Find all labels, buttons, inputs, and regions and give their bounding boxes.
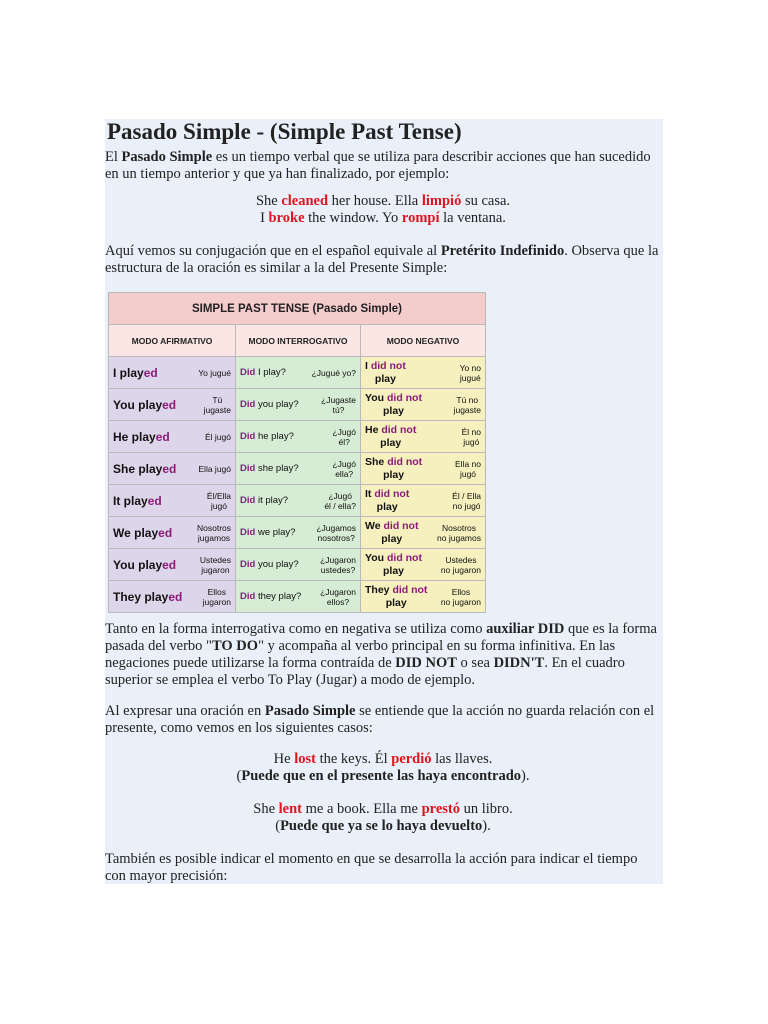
highlight-verb: rompí (401, 210, 440, 226)
example-broke: I broke the window. Yo rompí la ventana. (260, 210, 506, 226)
table-row (109, 357, 486, 389)
interrogative-english: Did he play? (240, 431, 294, 442)
affirmative-spanish: Tú jugaste (203, 394, 231, 415)
interrogative-cell (236, 453, 361, 485)
affirmative-cell (109, 389, 236, 421)
negative-spanish: Ustedes no jugaron (440, 554, 481, 575)
negative-spanish: Él no jugó (461, 426, 481, 447)
negative-spanish: Él / Ella no jugó (452, 490, 481, 511)
term-preterito: Pretérito Indefinido (440, 243, 565, 259)
interrogative-spanish: ¿Jugó él / ella? (324, 490, 356, 511)
highlight-verb: broke (268, 210, 305, 226)
interrogative-english: Did you play? (240, 399, 299, 410)
affirmative-cell (109, 549, 236, 581)
highlight-verb: cleaned (281, 193, 329, 209)
affirmative-spanish: Ella jugó (198, 463, 231, 474)
affirmative-english: She played (113, 461, 177, 476)
affirmative-spanish: Nosotros jugamos (196, 522, 231, 543)
intro-text: El (105, 149, 122, 165)
negative-spanish: Nosotros no jugamos (437, 522, 481, 543)
table-row (109, 389, 486, 421)
affirmative-cell (109, 453, 236, 485)
example-lent-note: (Puede que ya se lo haya devuelto). (275, 818, 491, 834)
affirmative-english: They played (113, 589, 183, 604)
affirmative-english: You played (113, 397, 177, 412)
interrogative-cell (236, 517, 361, 549)
affirmative-cell (109, 581, 236, 613)
interrogative-cell (236, 389, 361, 421)
affirmative-spanish: Él jugó (205, 431, 231, 442)
negative-english: I did not play (365, 359, 406, 385)
highlight-verb: limpió (421, 193, 462, 209)
negative-english: You did not play (365, 391, 422, 417)
relation-paragraph: Al expresar una oración en Pasado Simple se entiende que la acción no guarda relación con el presente, como vemos en los siguientes casos: (105, 703, 655, 736)
example-lost-note: (Puede que en el presente las haya encontrado). (236, 768, 530, 784)
page-title: Pasado Simple - (Simple Past Tense) (107, 119, 462, 144)
interrogative-english: Did I play? (240, 367, 286, 378)
interrogative-spanish: ¿Jugaron ustedes? (320, 554, 356, 575)
negative-cell (361, 485, 486, 517)
interrogative-english: Did you play? (240, 559, 299, 570)
table-row (109, 517, 486, 549)
interrogative-english: Did she play? (240, 463, 299, 474)
negative-cell (361, 581, 486, 613)
interrogative-spanish: ¿Jugó él? (332, 426, 356, 447)
affirmative-spanish: Él/Ella jugó (206, 490, 231, 511)
interrogative-spanish: ¿Jugaron ellos? (320, 586, 356, 607)
simple-past-table (108, 292, 486, 613)
affirmative-english: It played (113, 493, 162, 508)
negative-english: You did not play (365, 551, 422, 577)
negative-spanish: Tú no jugaste (453, 394, 481, 415)
affirmative-english: I played (113, 365, 158, 380)
negative-english: He did not play (365, 423, 417, 449)
interrogative-cell (236, 581, 361, 613)
negative-english: It did not play (365, 487, 410, 513)
interrogative-cell (236, 421, 361, 453)
affirmative-cell (109, 485, 236, 517)
table-row (109, 549, 486, 581)
table-row (109, 453, 486, 485)
interrogative-cell (236, 549, 361, 581)
negative-english: They did not play (365, 583, 428, 609)
interrogative-cell (236, 357, 361, 389)
intro-text: es un tiempo verbal que se utiliza para describir acciones que han sucedido en un tiempo anterior y que ya han finalizado, por ejemplo: (105, 149, 651, 182)
affirmative-spanish: Ellos jugaron (202, 586, 231, 607)
affirmative-english: You played (113, 557, 177, 572)
intro-paragraph (105, 149, 661, 183)
negative-spanish: Ella no jugó (455, 458, 481, 479)
negative-english: She did not play (365, 455, 423, 481)
header-affirmative: MODO AFIRMATIVO (109, 325, 236, 357)
header-interrogative: MODO INTERROGATIVO (236, 325, 361, 357)
example-lost: He lost the keys. Él perdió las llaves. (273, 751, 493, 767)
interrogative-english: Did it play? (240, 495, 289, 506)
affirmative-cell (109, 517, 236, 549)
header-negative: MODO NEGATIVO (361, 325, 486, 357)
affirmative-english: We played (113, 525, 173, 540)
negative-cell (361, 549, 486, 581)
affirmative-english: He played (113, 429, 170, 444)
affirmative-cell (109, 357, 236, 389)
table-row (109, 581, 486, 613)
auxiliar-paragraph: Tanto en la forma interrogativa como en negativa se utiliza como auxiliar DID que es la forma pasada del verbo "TO DO" y acompaña al verbo principal en su forma infinitiva. En las negaciones puede utilizarse la forma contraída de DID NOT o sea DIDN'T. En el cuadro superior se emplea el verbo To Play (Jugar) a modo de ejemplo. (105, 621, 657, 688)
table-row (109, 421, 486, 453)
conjugation-paragraph: Aquí vemos su conjugación que en el español equivale al Pretérito Indefinido. Observa que la estructura de la oración es similar a la del Presente Simple: (105, 243, 659, 276)
table-title: SIMPLE PAST TENSE (Pasado Simple) (109, 293, 486, 325)
negative-cell (361, 357, 486, 389)
interrogative-spanish: ¿Jugó ella? (332, 458, 356, 479)
example-lent: She lent me a book. Ella me prestó un libro. (253, 801, 513, 817)
intro-term: Pasado Simple (121, 149, 213, 165)
affirmative-spanish: Ustedes jugaron (199, 554, 231, 575)
negative-cell (361, 517, 486, 549)
interrogative-english: Did we play? (240, 527, 296, 538)
interrogative-spanish: ¿Jugamos nosotros? (316, 522, 356, 543)
interrogative-spanish: ¿Jugaste tú? (321, 394, 356, 415)
negative-spanish: Yo no jugué (459, 362, 481, 383)
example-cleaned: She cleaned her house. Ella limpió su casa. (255, 193, 511, 209)
affirmative-cell (109, 421, 236, 453)
table-row (109, 485, 486, 517)
negative-english: We did not play (365, 519, 419, 545)
affirmative-spanish: Yo jugué (198, 367, 231, 378)
negative-cell (361, 421, 486, 453)
interrogative-english: Did they play? (240, 591, 302, 602)
final-paragraph: También es posible indicar el momento en que se desarrolla la acción para indicar el tiempo con mayor precisión: (105, 851, 638, 884)
negative-cell (361, 389, 486, 421)
negative-cell (361, 453, 486, 485)
interrogative-spanish: ¿Jugué yo? (311, 367, 356, 378)
negative-spanish: Ellos no jugaron (440, 586, 481, 607)
interrogative-cell (236, 485, 361, 517)
